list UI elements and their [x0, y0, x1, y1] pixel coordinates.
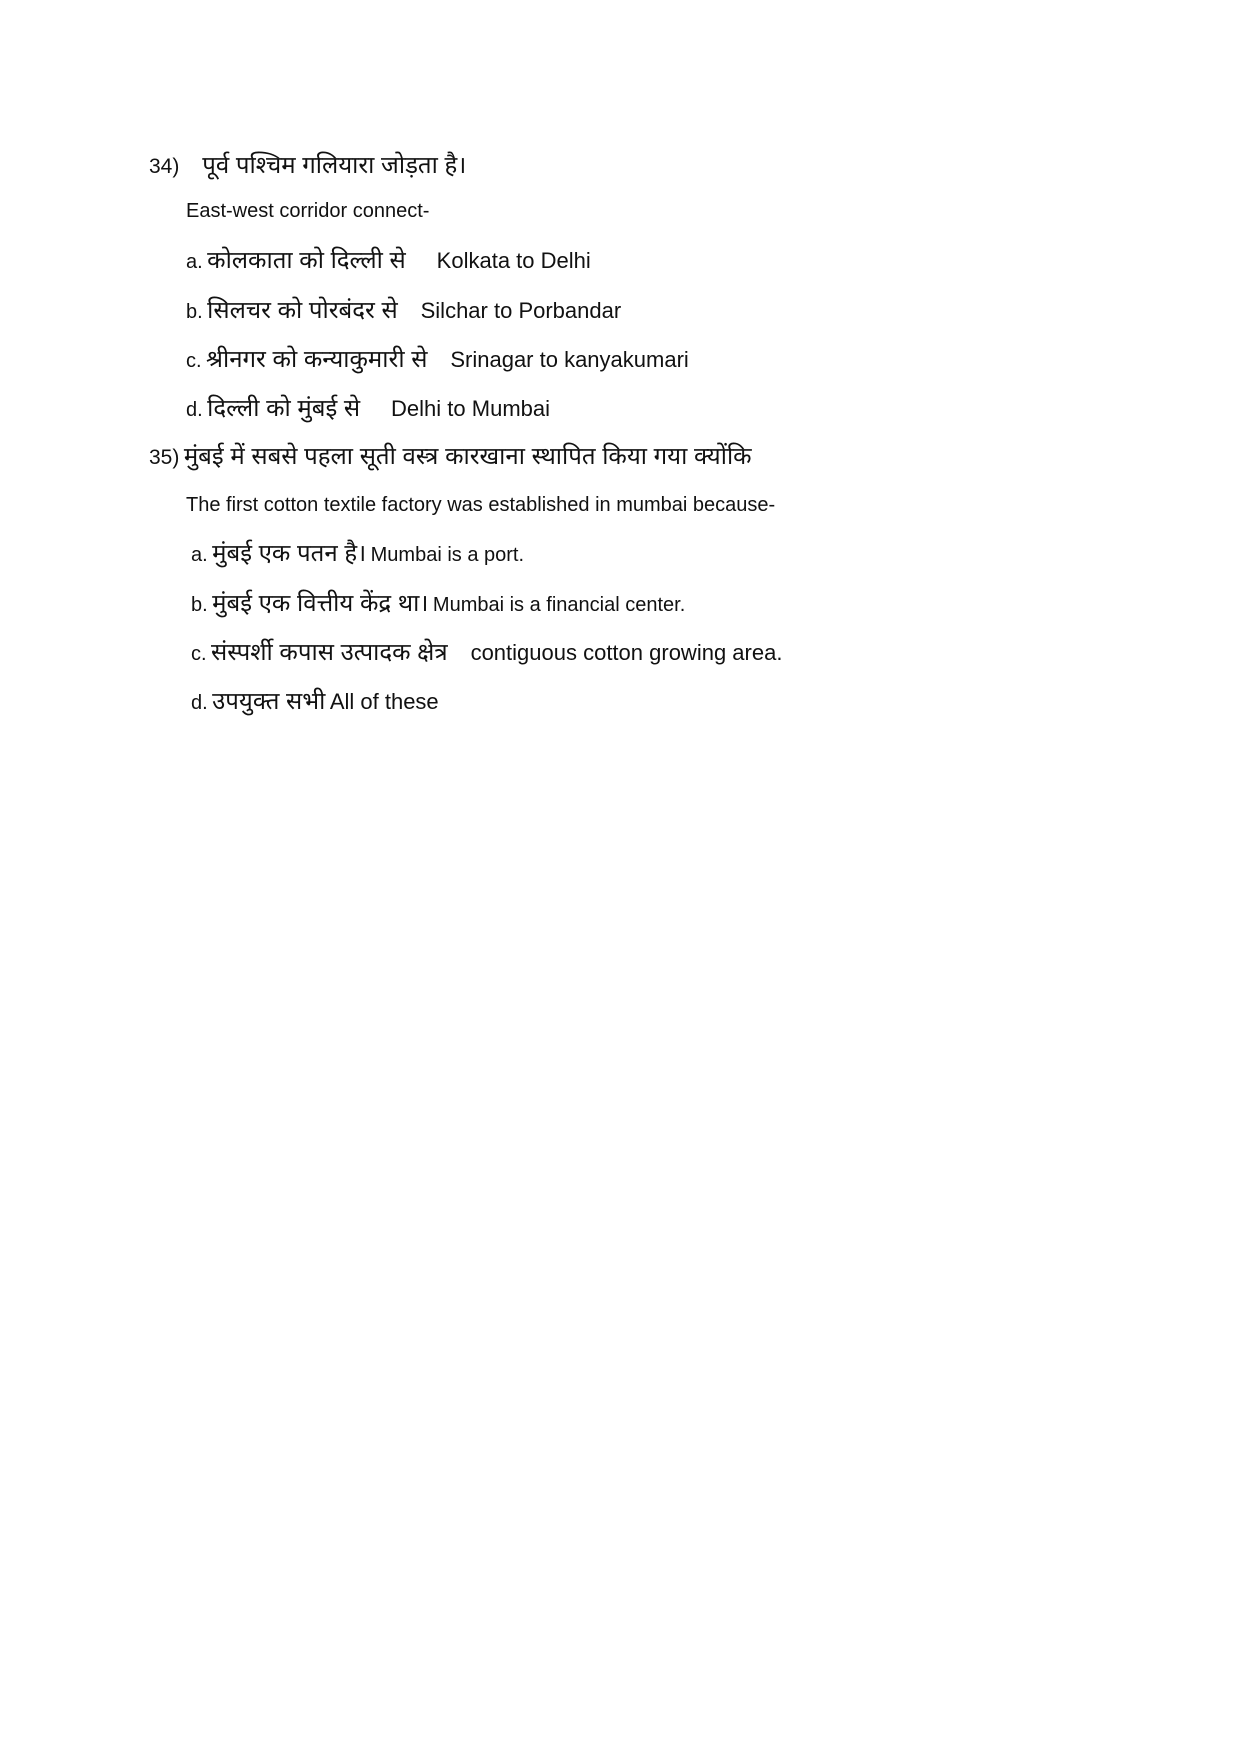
option-text-english: Delhi to Mumbai	[391, 396, 550, 421]
question-34-option-a	[186, 249, 591, 273]
option-text-english: contiguous cotton growing area.	[470, 640, 783, 665]
question-text-hindi: मुंबई में सबसे पहला सूती वस्त्र कारखाना स्थापित किया गया क्योंकि	[183, 443, 752, 470]
question-text-hindi: पूर्व पश्चिम गलियारा जोड़ता है।	[202, 152, 467, 179]
question-34-english: East-west corridor connect-	[186, 200, 430, 222]
question-34-option-c	[186, 348, 689, 372]
option-text-hindi: सिलचर को पोरबंदर से	[207, 297, 398, 324]
question-35-english: The first cotton textile factory was established in mumbai because-	[186, 494, 776, 516]
option-text-hindi: मुंबई एक वित्तीय केंद्र था।	[212, 590, 429, 617]
option-text-english: Mumbai is a port.	[370, 544, 525, 566]
option-text-hindi: मुंबई एक पतन है।	[212, 540, 367, 567]
question-35-option-c	[191, 641, 782, 665]
option-text-english: Mumbai is a financial center.	[432, 594, 686, 616]
option-letter: b.	[186, 301, 203, 323]
option-text-hindi: उपयुक्त सभी	[212, 688, 326, 715]
option-text-hindi: श्रीनगर को कन्याकुमारी से	[206, 346, 428, 373]
option-text-english: All of these	[329, 689, 439, 714]
question-35-option-d	[191, 690, 439, 714]
question-34-option-d	[186, 397, 550, 421]
option-letter: b.	[191, 594, 208, 616]
question-35-option-a	[191, 542, 524, 566]
question-number: 34)	[149, 155, 180, 178]
option-text-english: Srinagar to kanyakumari	[450, 347, 689, 372]
option-text-hindi: कोलकाता को दिल्ली से	[207, 247, 406, 274]
option-text-hindi: संस्पर्शी कपास उत्पादक क्षेत्र	[211, 639, 448, 666]
question-34-heading	[149, 154, 466, 178]
question-35-heading	[149, 445, 752, 469]
option-letter: c.	[191, 643, 207, 665]
question-number: 35)	[149, 446, 180, 469]
option-letter: c.	[186, 350, 202, 372]
option-letter: d.	[191, 692, 208, 714]
option-letter: d.	[186, 399, 203, 421]
question-35-option-b	[191, 592, 685, 616]
option-text-english: Silchar to Porbandar	[420, 298, 622, 323]
option-letter: a.	[191, 544, 208, 566]
question-34-option-b	[186, 299, 621, 323]
option-text-hindi: दिल्ली को मुंबई से	[207, 395, 361, 422]
option-letter: a.	[186, 251, 203, 273]
option-text-english: Kolkata to Delhi	[436, 248, 591, 273]
